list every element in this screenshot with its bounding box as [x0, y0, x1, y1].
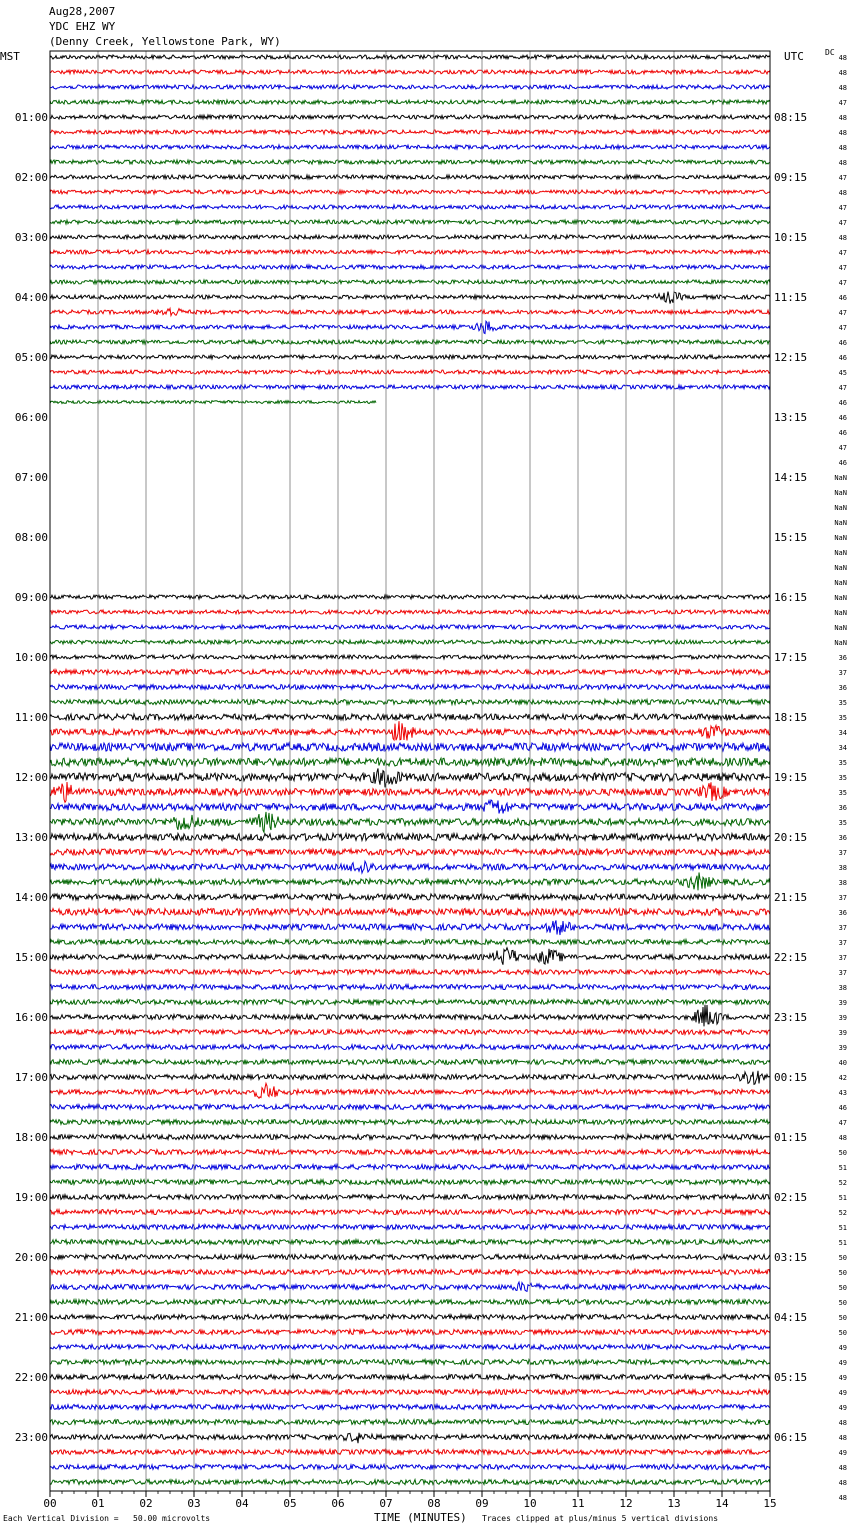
seismic-trace — [50, 190, 770, 194]
dc-offset-label: 46 — [838, 399, 847, 407]
seismic-trace — [50, 610, 770, 614]
dc-offset-label: 39 — [838, 1014, 847, 1022]
x-tick-label: 06 — [331, 1497, 345, 1510]
right-hour-label: 08:15 — [774, 111, 808, 124]
dc-offset-label: NaN — [834, 624, 847, 632]
seismic-trace — [50, 1433, 770, 1443]
seismic-trace — [50, 1375, 770, 1380]
seismic-trace — [50, 800, 770, 814]
seismic-trace — [50, 355, 770, 359]
left-hour-label: 02:00 — [14, 171, 48, 184]
dc-offset-label: 38 — [838, 879, 847, 887]
seismic-trace — [50, 1345, 770, 1350]
seismic-trace — [50, 401, 376, 404]
dc-offset-label: 48 — [838, 234, 847, 242]
seismic-trace — [50, 768, 770, 787]
seismic-trace — [50, 940, 770, 945]
dc-offset-label: 50 — [838, 1329, 847, 1337]
left-hour-label: 19:00 — [14, 1191, 48, 1204]
seismic-trace — [50, 1083, 770, 1098]
dc-offset-label: 49 — [838, 1359, 847, 1367]
station-code: YDC EHZ WY — [49, 20, 116, 33]
right-hour-label: 11:15 — [774, 291, 808, 304]
x-tick-label: 13 — [667, 1497, 681, 1510]
x-tick-label: 04 — [235, 1497, 249, 1510]
dc-offset-label: 49 — [838, 1404, 847, 1412]
dc-offset-label: 34 — [838, 744, 847, 752]
dc-offset-label: 38 — [838, 864, 847, 872]
dc-offset-label: 48 — [838, 69, 847, 77]
seismic-trace — [50, 1000, 770, 1005]
seismic-trace — [50, 670, 770, 675]
dc-offset-label: NaN — [834, 504, 847, 512]
dc-offset-label: 47 — [838, 324, 847, 332]
seismic-trace — [50, 834, 770, 841]
right-hour-label: 12:15 — [774, 351, 808, 364]
left-hour-label: 20:00 — [14, 1251, 48, 1264]
dc-offset-label: 48 — [838, 1134, 847, 1142]
seismic-trace — [50, 970, 770, 975]
dc-offset-label: NaN — [834, 594, 847, 602]
dc-offset-label: 46 — [838, 429, 847, 437]
right-hour-label: 21:15 — [774, 891, 808, 904]
dc-offset-label: 35 — [838, 789, 847, 797]
dc-offset-label: 46 — [838, 1104, 847, 1112]
seismic-trace — [50, 721, 770, 740]
dc-offset-label: 39 — [838, 1044, 847, 1052]
seismic-trace — [50, 1420, 770, 1425]
station-location: (Denny Creek, Yellowstone Park, WY) — [49, 35, 281, 48]
chart-date: Aug28,2007 — [49, 5, 116, 18]
seismic-trace — [50, 1405, 770, 1410]
seismic-trace — [50, 100, 770, 104]
dc-offset-label: 47 — [838, 174, 847, 182]
right-hour-label: 19:15 — [774, 771, 808, 784]
dc-offset-label: 47 — [838, 204, 847, 212]
dc-offset-label: 35 — [838, 774, 847, 782]
dc-offset-label: 46 — [838, 294, 847, 302]
seismic-trace — [50, 1005, 770, 1027]
left-hour-label: 03:00 — [14, 231, 48, 244]
x-tick-label: 09 — [475, 1497, 489, 1510]
dc-offset-label: 48 — [838, 189, 847, 197]
seismic-trace — [50, 1105, 770, 1110]
seismic-trace — [50, 235, 770, 239]
dc-offset-label: NaN — [834, 489, 847, 497]
seismic-trace — [50, 85, 770, 89]
dc-column-label: DC — [825, 48, 835, 57]
left-hour-label: 07:00 — [14, 471, 48, 484]
right-hour-label: 05:15 — [774, 1371, 808, 1384]
dc-offset-label: 36 — [838, 909, 847, 917]
seismic-trace — [50, 714, 770, 720]
seismic-trace — [50, 340, 770, 344]
left-hour-label: 18:00 — [14, 1131, 48, 1144]
dc-offset-label: 48 — [838, 1464, 847, 1472]
seismic-trace — [50, 1071, 770, 1085]
right-hour-label: 17:15 — [774, 651, 808, 664]
dc-offset-label: 36 — [838, 684, 847, 692]
dc-offset-label: 40 — [838, 1059, 847, 1067]
seismic-trace — [50, 985, 770, 990]
seismic-trace — [50, 1045, 770, 1050]
dc-offset-label: 51 — [838, 1164, 847, 1172]
division-note: Each Vertical Division = 50.00 microvolts — [3, 1514, 211, 1523]
dc-offset-label: 46 — [838, 339, 847, 347]
dc-offset-label: 47 — [838, 384, 847, 392]
seismic-trace — [50, 1150, 770, 1155]
dc-offset-label: 50 — [838, 1149, 847, 1157]
left-hour-label: 13:00 — [14, 831, 48, 844]
seismic-trace — [50, 595, 770, 599]
dc-offset-label: 47 — [838, 264, 847, 272]
dc-offset-label: 50 — [838, 1254, 847, 1262]
dc-offset-label: 35 — [838, 819, 847, 827]
seismic-trace — [50, 1210, 770, 1215]
x-tick-label: 08 — [427, 1497, 441, 1510]
seismic-trace — [50, 175, 770, 179]
left-hour-label: 08:00 — [14, 531, 48, 544]
dc-offset-label: 37 — [838, 954, 847, 962]
dc-offset-label: 37 — [838, 849, 847, 857]
seismic-trace — [50, 1180, 770, 1185]
dc-offset-label: 48 — [838, 1479, 847, 1487]
left-hour-label: 15:00 — [14, 951, 48, 964]
left-hour-label: 23:00 — [14, 1431, 48, 1444]
x-tick-label: 05 — [283, 1497, 297, 1510]
seismic-trace — [50, 321, 770, 333]
left-hour-label: 06:00 — [14, 411, 48, 424]
dc-offset-label: 35 — [838, 714, 847, 722]
seismic-trace — [50, 1135, 770, 1140]
left-hour-label: 16:00 — [14, 1011, 48, 1024]
dc-offset-label: 48 — [838, 1494, 847, 1502]
left-hour-label: 12:00 — [14, 771, 48, 784]
dc-offset-label: 48 — [838, 54, 847, 62]
seismic-trace — [50, 1282, 770, 1291]
dc-offset-label: 48 — [838, 129, 847, 137]
x-tick-label: 10 — [523, 1497, 537, 1510]
right-hour-label: 06:15 — [774, 1431, 808, 1444]
dc-offset-label: 36 — [838, 654, 847, 662]
dc-offset-label: 42 — [838, 1074, 847, 1082]
right-hour-label: 02:15 — [774, 1191, 808, 1204]
right-hour-label: 20:15 — [774, 831, 808, 844]
right-zone-label: UTC — [784, 50, 804, 63]
dc-offset-label: 37 — [838, 969, 847, 977]
seismic-trace — [50, 250, 770, 254]
left-hour-label: 14:00 — [14, 891, 48, 904]
x-tick-label: 03 — [187, 1497, 201, 1510]
left-hour-label: 11:00 — [14, 711, 48, 724]
dc-offset-label: 47 — [838, 219, 847, 227]
dc-offset-label: 49 — [838, 1449, 847, 1457]
seismic-trace — [50, 625, 770, 629]
seismic-trace — [50, 205, 770, 209]
x-axis-title: TIME (MINUTES) — [374, 1511, 467, 1524]
x-tick-label: 15 — [763, 1497, 777, 1510]
seismic-trace — [50, 292, 770, 304]
dc-offset-label: 50 — [838, 1314, 847, 1322]
dc-offset-label: NaN — [834, 519, 847, 527]
dc-offset-label: 47 — [838, 309, 847, 317]
seismic-trace — [50, 1240, 770, 1245]
dc-offset-label: 48 — [838, 1419, 847, 1427]
dc-offset-label: 37 — [838, 894, 847, 902]
left-hour-label: 17:00 — [14, 1071, 48, 1084]
dc-offset-label: 35 — [838, 759, 847, 767]
seismic-trace — [50, 1330, 770, 1335]
dc-offset-label: 50 — [838, 1284, 847, 1292]
left-zone-label: MST — [0, 50, 20, 63]
seismic-trace — [50, 1255, 770, 1260]
seismic-trace — [50, 145, 770, 149]
dc-offset-label: 48 — [838, 114, 847, 122]
dc-offset-label: NaN — [834, 639, 847, 647]
dc-offset-label: 48 — [838, 144, 847, 152]
seismic-trace — [50, 758, 770, 766]
right-hour-label: 00:15 — [774, 1071, 808, 1084]
dc-offset-label: 35 — [838, 699, 847, 707]
seismic-trace — [50, 55, 770, 59]
dc-offset-label: 52 — [838, 1209, 847, 1217]
seismic-trace — [50, 1300, 770, 1305]
seismic-trace — [50, 1360, 770, 1365]
dc-offset-label: 51 — [838, 1239, 847, 1247]
dc-offset-label: NaN — [834, 564, 847, 572]
dc-offset-label: 38 — [838, 984, 847, 992]
seismic-trace — [50, 782, 770, 802]
dc-offset-label: 48 — [838, 159, 847, 167]
seismic-trace — [50, 685, 770, 690]
dc-offset-label: 52 — [838, 1179, 847, 1187]
x-tick-label: 11 — [571, 1497, 585, 1510]
dc-offset-label: 37 — [838, 939, 847, 947]
seismic-trace — [50, 115, 770, 119]
dc-offset-label: NaN — [834, 579, 847, 587]
dc-offset-label: NaN — [834, 609, 847, 617]
dc-offset-label: 50 — [838, 1299, 847, 1307]
seismic-trace — [50, 873, 770, 891]
seismic-trace — [50, 640, 770, 644]
dc-offset-label: 39 — [838, 1029, 847, 1037]
dc-offset-label: NaN — [834, 534, 847, 542]
seismic-trace — [50, 1450, 770, 1455]
right-hour-label: 22:15 — [774, 951, 808, 964]
seismic-trace — [50, 385, 770, 389]
right-hour-label: 04:15 — [774, 1311, 808, 1324]
x-tick-label: 07 — [379, 1497, 393, 1510]
right-hour-label: 18:15 — [774, 711, 808, 724]
seismic-trace — [50, 1270, 770, 1275]
seismic-trace — [50, 1060, 770, 1065]
right-hour-label: 09:15 — [774, 171, 808, 184]
seismic-trace — [50, 1390, 770, 1395]
x-tick-label: 02 — [139, 1497, 153, 1510]
seismic-trace — [50, 700, 770, 705]
left-hour-label: 21:00 — [14, 1311, 48, 1324]
left-hour-label: 09:00 — [14, 591, 48, 604]
seismic-trace — [50, 70, 770, 74]
dc-offset-label: 46 — [838, 354, 847, 362]
right-hour-label: 13:15 — [774, 411, 808, 424]
dc-offset-label: NaN — [834, 549, 847, 557]
dc-offset-label: 43 — [838, 1089, 847, 1097]
seismic-trace — [50, 1465, 770, 1470]
dc-offset-label: 49 — [838, 1374, 847, 1382]
dc-offset-label: 51 — [838, 1194, 847, 1202]
right-hour-label: 10:15 — [774, 231, 808, 244]
dc-offset-label: 37 — [838, 924, 847, 932]
seismic-trace — [50, 130, 770, 134]
dc-offset-label: 39 — [838, 999, 847, 1007]
left-hour-label: 04:00 — [14, 291, 48, 304]
seismic-trace — [50, 1120, 770, 1125]
seismic-trace — [50, 812, 770, 832]
left-hour-label: 22:00 — [14, 1371, 48, 1384]
trace-group — [50, 55, 770, 1485]
clip-note: Traces clipped at plus/minus 5 vertical divisions — [482, 1514, 719, 1523]
dc-offset-label: 47 — [838, 279, 847, 287]
right-hour-label: 14:15 — [774, 471, 808, 484]
dc-offset-label: 47 — [838, 99, 847, 107]
seismic-trace — [50, 160, 770, 164]
left-hour-label: 01:00 — [14, 111, 48, 124]
right-hour-label: 15:15 — [774, 531, 808, 544]
seismic-trace — [50, 280, 770, 284]
seismic-trace — [50, 220, 770, 224]
dc-offset-label: 49 — [838, 1344, 847, 1352]
seismic-trace — [50, 309, 770, 316]
seismic-trace — [50, 849, 770, 855]
dc-offset-label: 36 — [838, 834, 847, 842]
x-tick-label: 14 — [715, 1497, 729, 1510]
seismic-trace — [50, 1225, 770, 1230]
seismic-trace — [50, 920, 770, 935]
seismic-trace — [50, 909, 770, 916]
x-tick-label: 01 — [91, 1497, 105, 1510]
dc-offset-label: 47 — [838, 444, 847, 452]
seismic-trace — [50, 1315, 770, 1320]
dc-offset-label: 34 — [838, 729, 847, 737]
dc-offset-label: 47 — [838, 1119, 847, 1127]
seismic-trace — [50, 894, 770, 900]
right-hour-label: 23:15 — [774, 1011, 808, 1024]
dc-offset-label: 48 — [838, 1434, 847, 1442]
right-hour-label: 16:15 — [774, 591, 808, 604]
right-hour-label: 03:15 — [774, 1251, 808, 1264]
dc-offset-label: 46 — [838, 414, 847, 422]
seismic-trace — [50, 1195, 770, 1200]
dc-offset-label: 36 — [838, 804, 847, 812]
seismic-trace — [50, 743, 770, 751]
dc-offset-label: 49 — [838, 1389, 847, 1397]
left-hour-label: 10:00 — [14, 651, 48, 664]
seismic-trace — [50, 265, 770, 269]
seismic-trace — [50, 1480, 770, 1485]
right-hour-label: 01:15 — [774, 1131, 808, 1144]
dc-offset-label: 48 — [838, 84, 847, 92]
seismic-trace — [50, 370, 770, 374]
x-tick-label: 00 — [43, 1497, 57, 1510]
seismic-trace — [50, 861, 770, 873]
left-hour-label: 05:00 — [14, 351, 48, 364]
dc-offset-label: 47 — [838, 249, 847, 257]
dc-offset-label: 37 — [838, 669, 847, 677]
seismic-trace — [50, 948, 770, 965]
x-tick-label: 12 — [619, 1497, 633, 1510]
dc-offset-label: 51 — [838, 1224, 847, 1232]
seismic-trace — [50, 1030, 770, 1035]
dc-offset-label: 45 — [838, 369, 847, 377]
seismic-trace — [50, 1165, 770, 1170]
dc-offset-label: 46 — [838, 459, 847, 467]
seismic-trace — [50, 655, 770, 659]
dc-offset-label: NaN — [834, 474, 847, 482]
dc-offset-label: 50 — [838, 1269, 847, 1277]
